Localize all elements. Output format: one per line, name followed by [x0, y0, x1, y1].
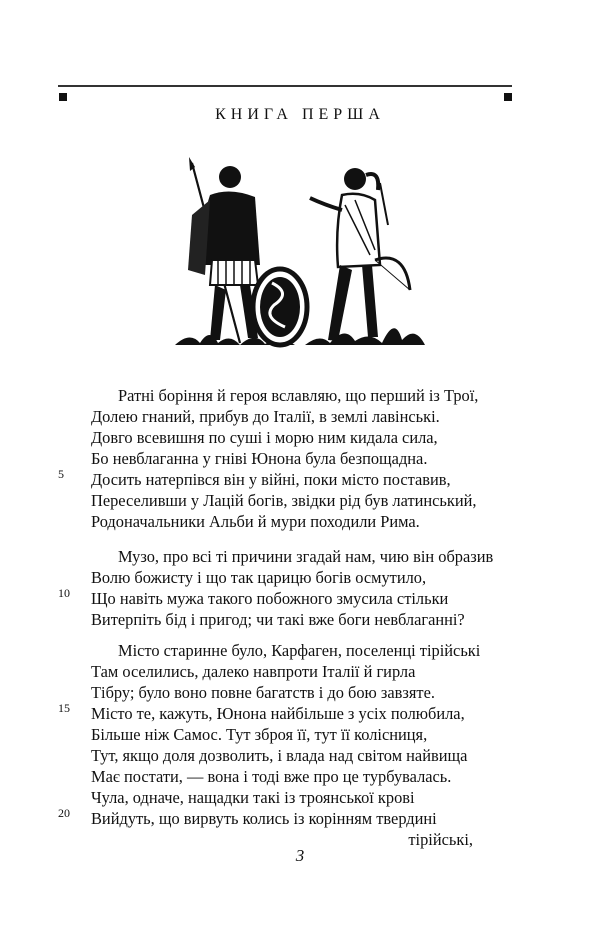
- verse-text: Родоначальники Альби й мури походили Рима.: [91, 512, 420, 531]
- verse-line: [58, 467, 531, 490]
- book-title: КНИГА ПЕРША: [215, 106, 385, 123]
- verse-text: Тібру; було воно повне багатств і до бою завзяте.: [91, 683, 435, 702]
- stanza-3: [58, 640, 531, 850]
- verse-line: [91, 640, 531, 661]
- verse-text: Що навіть мужа такого побожного змусила стільки: [91, 589, 449, 608]
- verse-text: Переселивши у Лацій богів, звідки рід був латинський,: [91, 491, 477, 510]
- ornament-square-right: [504, 93, 512, 101]
- ornament-square-left: [59, 93, 67, 101]
- line-number: 15: [58, 701, 70, 715]
- verse-line: [91, 567, 531, 588]
- verse-line: [91, 609, 531, 630]
- verse-line: [91, 385, 531, 406]
- verse-line: [91, 766, 531, 787]
- illustration-warrior-and-huntress: [170, 155, 440, 350]
- line-number: 10: [58, 586, 70, 600]
- verse-text: Ратні боріння й героя вславляю, що перший із Трої,: [118, 386, 479, 405]
- verse-line: [91, 490, 531, 511]
- verse-line: [58, 586, 531, 609]
- verse-line: [91, 546, 531, 567]
- verse-text: Музо, про всі ті причини згадай нам, чию він образив: [118, 547, 494, 566]
- verse-text: Вийдуть, що вирвуть колись із корінням твердині: [91, 809, 437, 828]
- header-rule: [58, 85, 512, 87]
- verse-text: Місто старинне було, Карфаген, поселенці тірійські: [118, 641, 481, 660]
- verse-text: Місто те, кажуть, Юнона найбільше з усіх полюбила,: [91, 704, 465, 723]
- verse-text: Долею гнаний, прибув до Італії, в землі лавінські.: [91, 407, 440, 426]
- verse-text: Більше ніж Самос. Тут зброя її, тут її колісниця,: [91, 725, 428, 744]
- page-number: 3: [295, 846, 305, 865]
- verse-text: Чула, одначе, нащадки такі із троянської крові: [91, 788, 415, 807]
- verse-text: Там оселились, далеко навпроти Італії й гирла: [91, 662, 416, 681]
- verse-text: Тут, якщо доля дозволить, і влада над світом найвища: [91, 746, 468, 765]
- verse-line: [58, 701, 531, 724]
- verse-line: [91, 724, 531, 745]
- verse-text: Волю божисту і що так царицю богів осмутило,: [91, 568, 427, 587]
- stanza-1: [58, 385, 531, 532]
- verse-line: [91, 427, 531, 448]
- verse-text: Має постати, — вона і тоді вже про це турбувалась.: [91, 767, 452, 786]
- verse-line: [91, 448, 531, 469]
- line-number: 5: [58, 467, 64, 481]
- verse-line: [91, 745, 531, 766]
- line-number: 20: [58, 806, 70, 820]
- verse-text: тірійські,: [408, 830, 473, 849]
- verse-text: Бо невблаганна у гніві Юнона була безпощадна.: [91, 449, 428, 468]
- verse-text: Довго всевишня по суші і морю ним кидала сила,: [91, 428, 438, 447]
- verse-text: Витерпіть бід і пригод; чи такі вже боги невблаганні?: [91, 610, 465, 629]
- stanza-2: [58, 546, 531, 630]
- verse-text: Досить натерпівся він у війні, поки місто поставив,: [91, 470, 451, 489]
- verse-line: [91, 406, 531, 427]
- verse-line: [58, 806, 531, 829]
- verse-line: [91, 787, 531, 808]
- verse-line: [91, 511, 531, 532]
- verse-line: [91, 661, 531, 682]
- verse-line: [91, 682, 531, 703]
